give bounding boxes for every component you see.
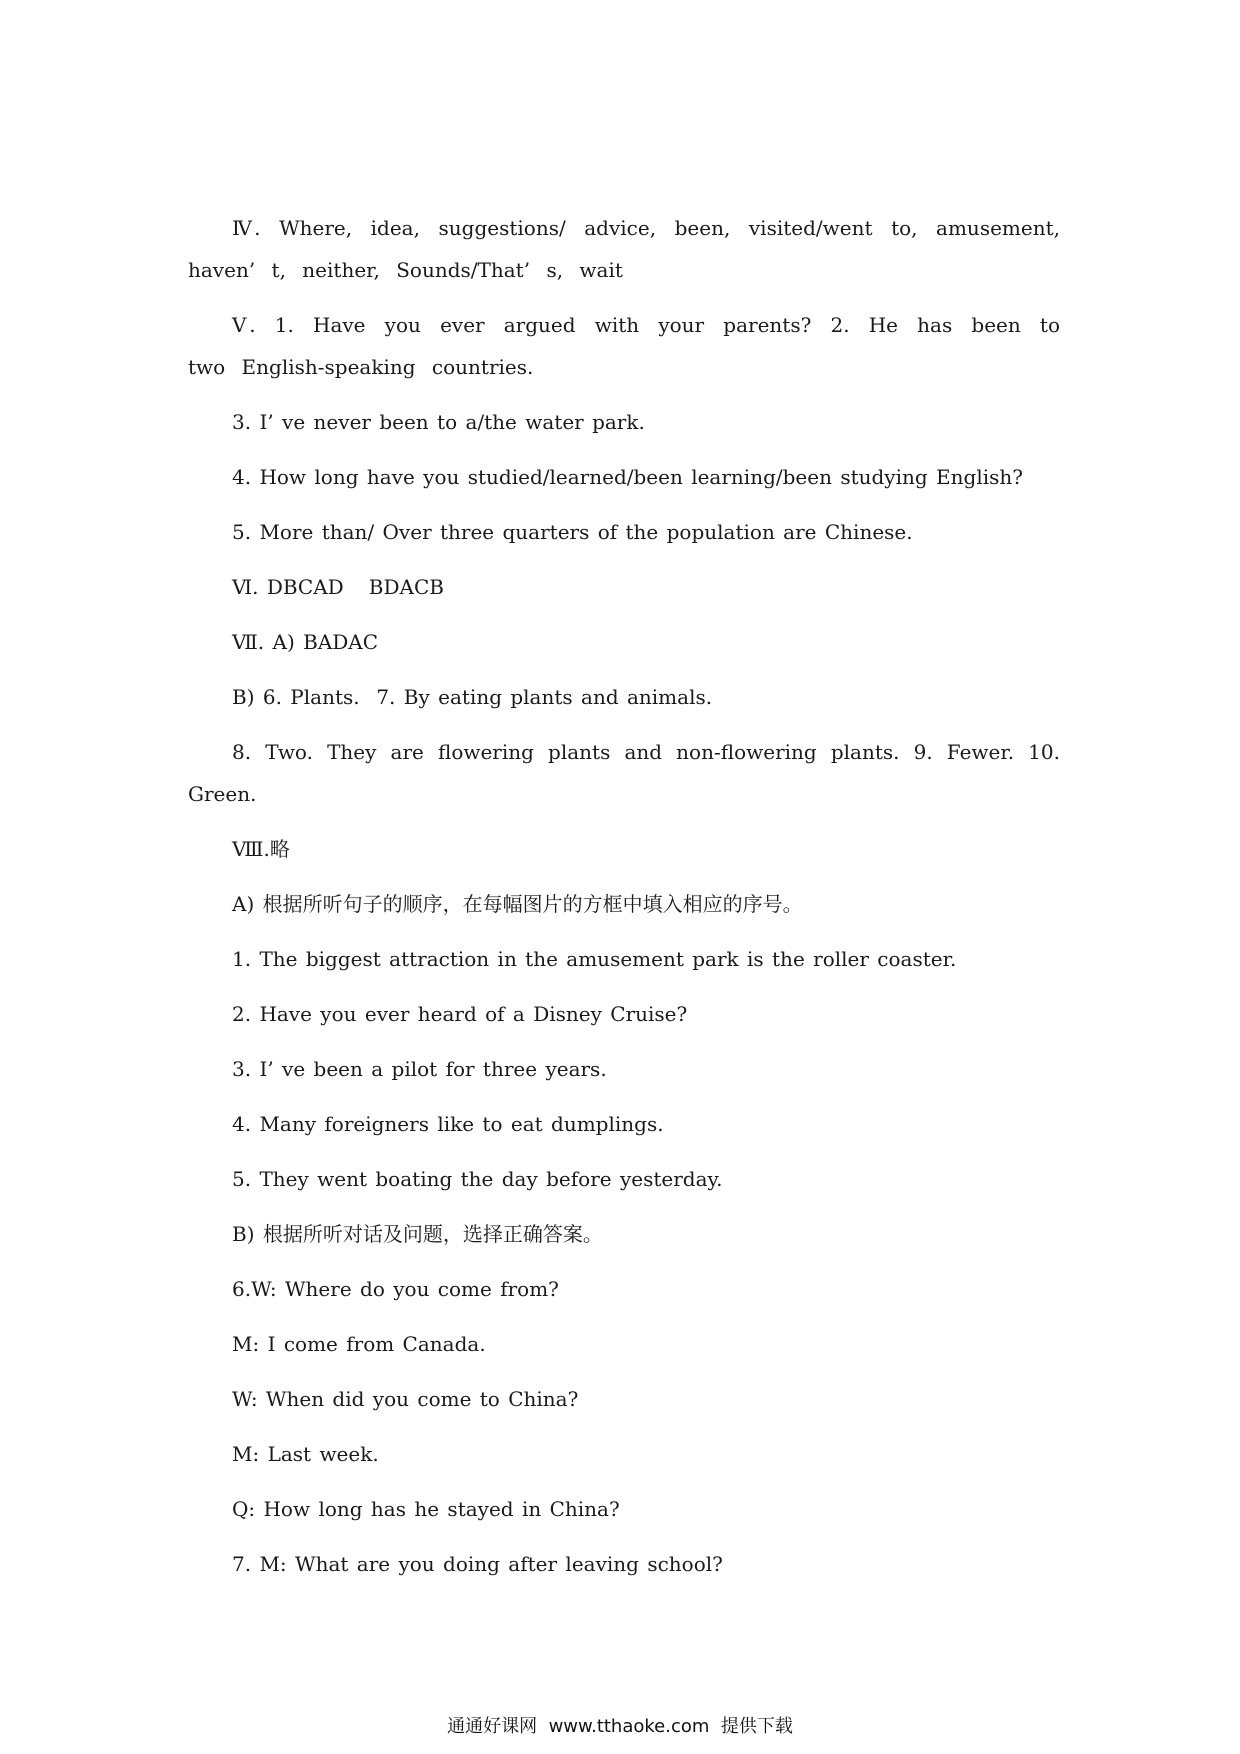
listening-sentence-3: 3. I’ ve been a pilot for three years. (232, 1057, 607, 1081)
section-v-answers-1-2: Ⅴ. 1. Have you ever argued with your parents? 2. He has been to two English-speaking countries. (188, 313, 1060, 379)
page-footer: 通通好课网 www.tthaoke.com 提供下载 (447, 1716, 793, 1737)
section-v-answer-3: 3. I’ ve never been to a/the water park. (232, 410, 645, 434)
section-vii-part-a: Ⅶ. A) BADAC (232, 630, 379, 654)
listening-part-a-instruction: A) 根据所听句子的顺序，在每幅图片的方框中填入相应的序号。 (232, 892, 803, 916)
section-v-answer-4: 4. How long have you studied/learned/been learning/been studying English? (232, 465, 1023, 489)
dialogue-6-question: Q: How long has he stayed in China? (232, 1497, 620, 1521)
dialogue-6-line-2: M: I come from Canada. (232, 1332, 486, 1356)
dialogue-6-line-4: M: Last week. (232, 1442, 379, 1466)
listening-sentence-4: 4. Many foreigners like to eat dumplings. (232, 1112, 664, 1136)
section-viii: Ⅷ.略 (232, 837, 290, 861)
listening-sentence-5: 5. They went boating the day before yesterday. (232, 1167, 723, 1191)
listening-sentence-2: 2. Have you ever heard of a Disney Cruise? (232, 1002, 688, 1026)
dialogue-6-line-3: W: When did you come to China? (232, 1387, 579, 1411)
listening-sentence-1: 1. The biggest attraction in the amusement park is the roller coaster. (232, 947, 957, 971)
section-v-answer-5: 5. More than/ Over three quarters of the population are Chinese. (232, 520, 913, 544)
section-vii-part-b-6-7: B) 6. Plants. 7. By eating plants and animals. (232, 685, 713, 709)
answer-key-body (188, 207, 1060, 1598)
dialogue-7-line-1: 7. M: What are you doing after leaving school? (232, 1552, 723, 1576)
section-vi-answers: Ⅵ. DBCAD BDACB (232, 575, 444, 599)
listening-part-b-instruction: B) 根据所听对话及问题，选择正确答案。 (232, 1222, 603, 1246)
section-iv-answers: Ⅳ. Where, idea, suggestions/ advice, been, visited/went to, amusement, haven’ t, neither, Sounds/That’ s, wait (188, 216, 1060, 282)
dialogue-6-line-1: 6.W: Where do you come from? (232, 1277, 559, 1301)
section-vii-part-b-8-10: 8. Two. They are flowering plants and non-flowering plants. 9. Fewer. 10. Green. (188, 740, 1060, 806)
